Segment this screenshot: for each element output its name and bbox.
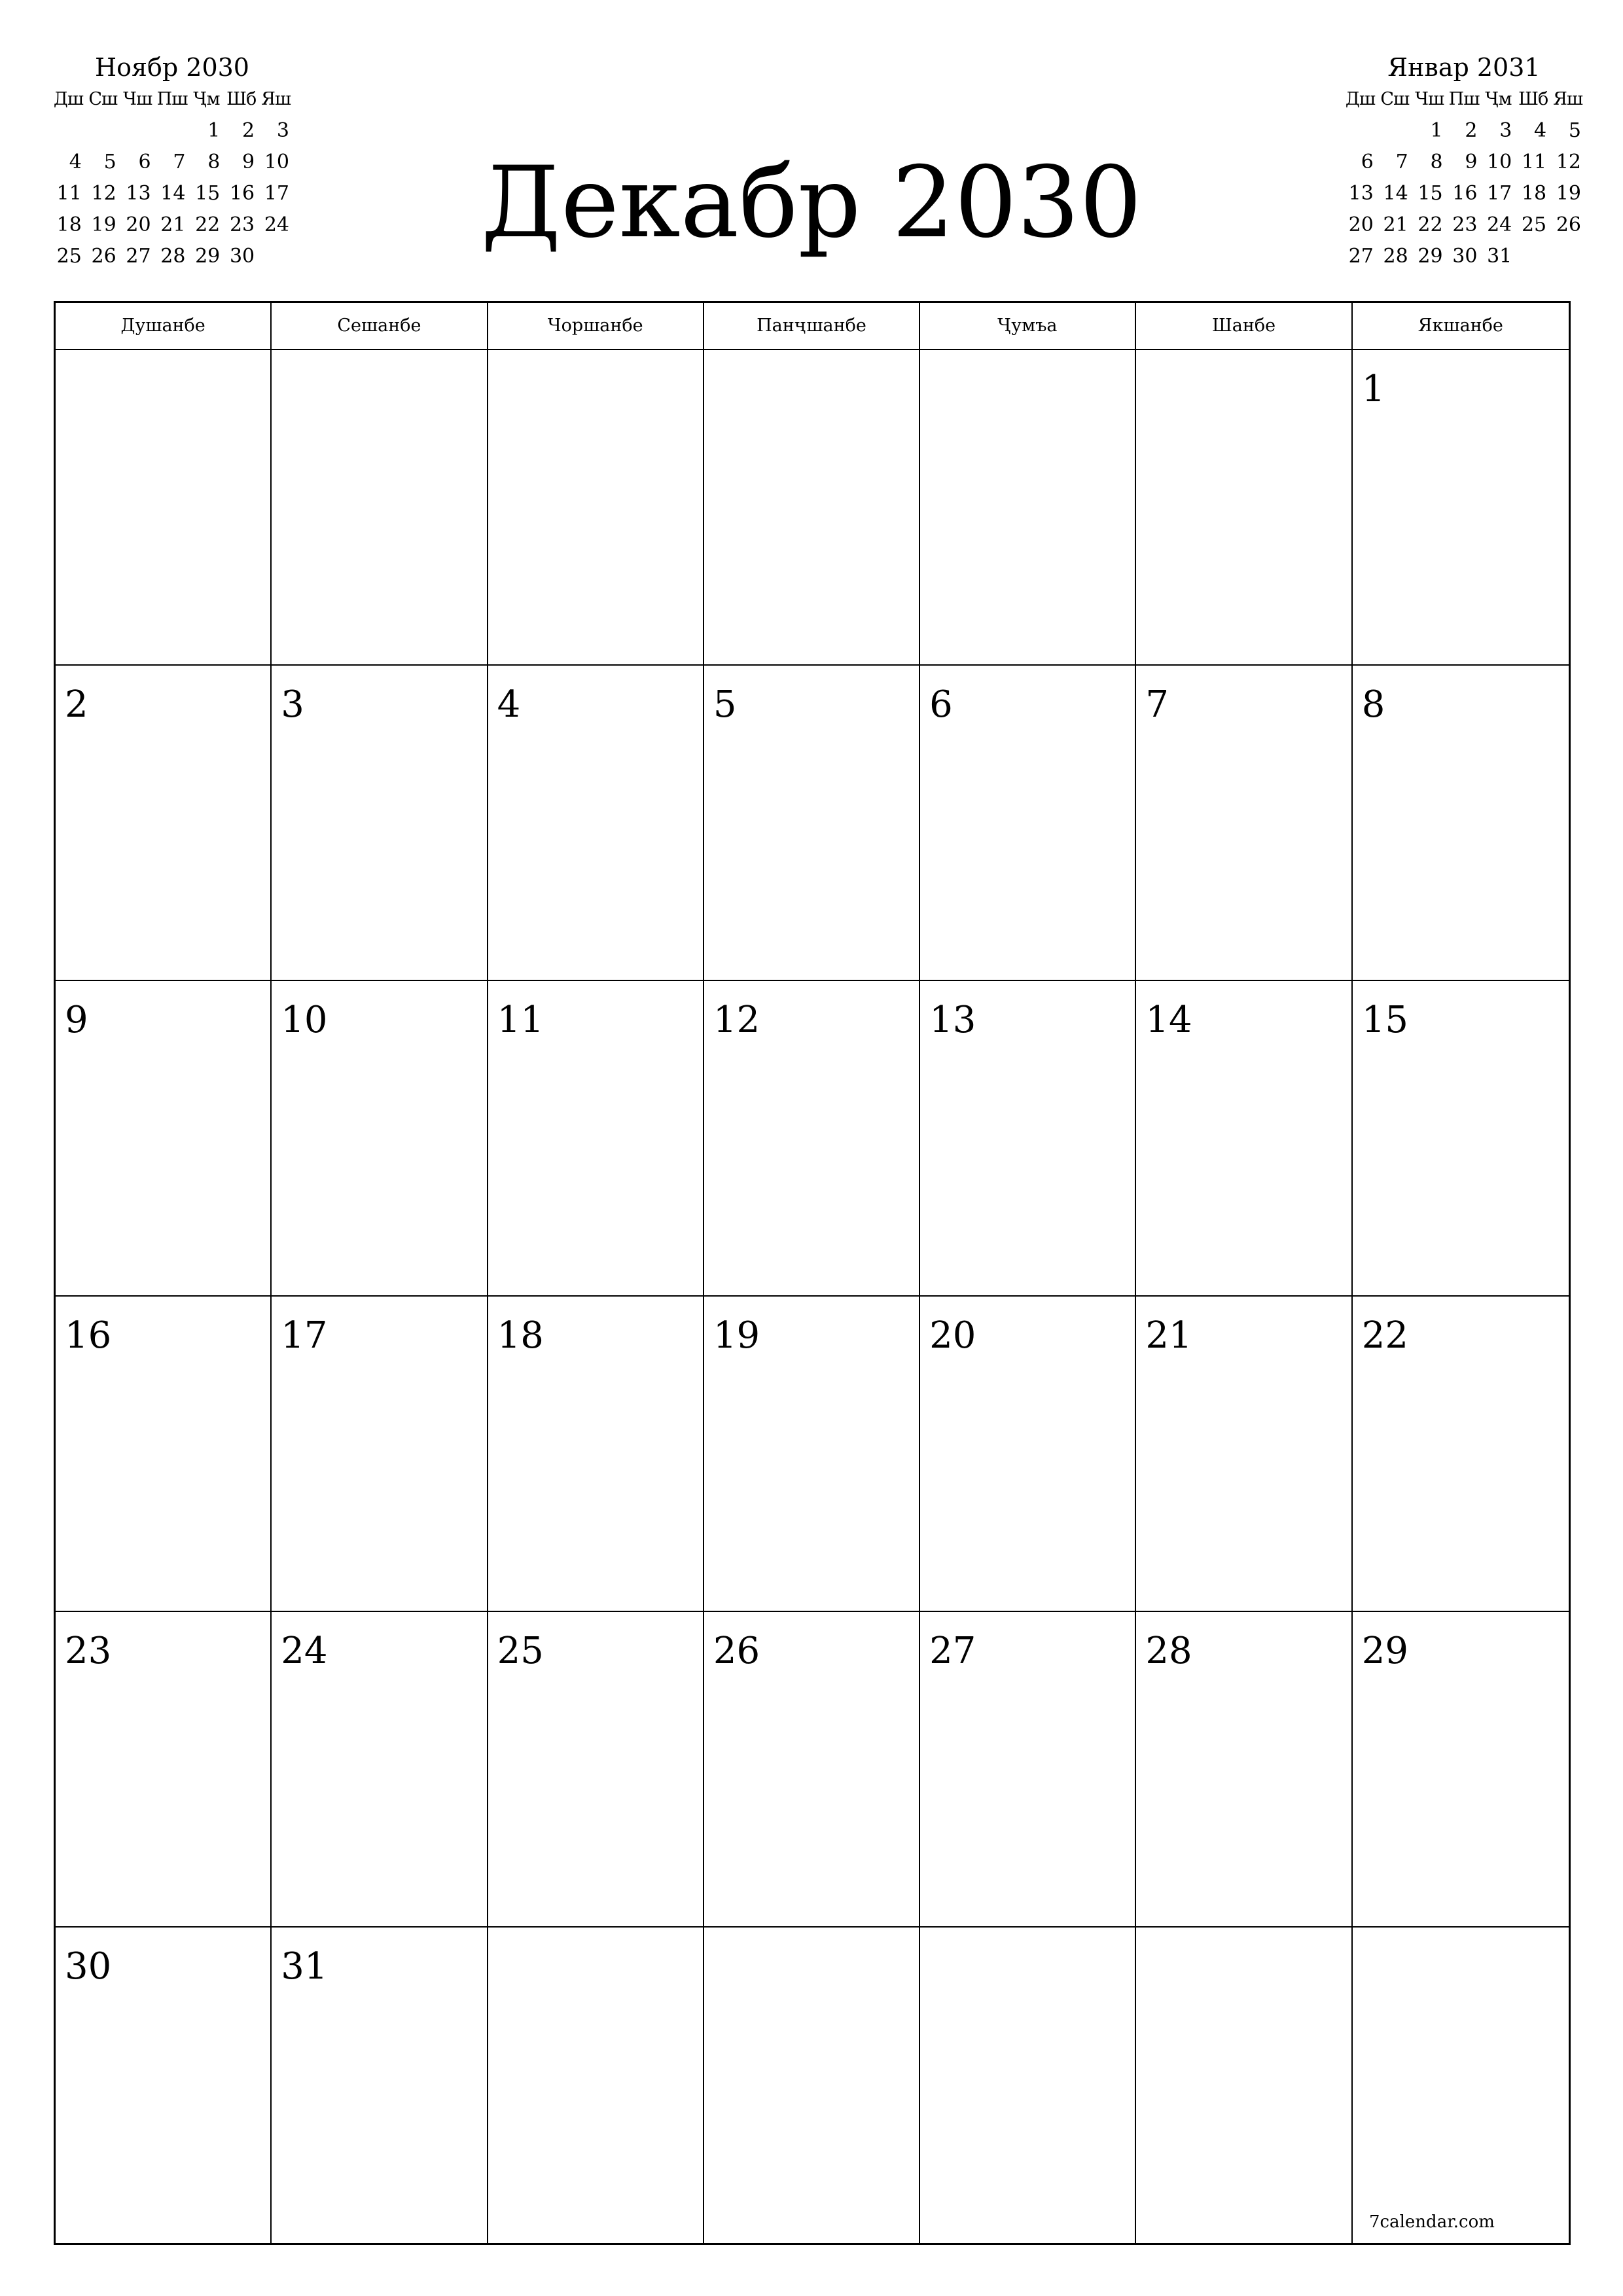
mini-next-day: 1 <box>1430 119 1443 142</box>
mini-prev-day: 9 <box>242 151 255 173</box>
mini-prev-day: 28 <box>160 245 186 268</box>
mini-prev-day: 23 <box>229 213 255 236</box>
day-number: 1 <box>1361 368 1385 410</box>
mini-next-day: 24 <box>1487 213 1512 236</box>
day-number: 21 <box>1145 1314 1192 1357</box>
mini-prev-day <box>155 115 190 147</box>
day-cell <box>56 1297 272 1612</box>
mini-prev-day <box>86 115 120 147</box>
day-number: 6 <box>929 683 953 726</box>
day-number: 25 <box>497 1630 544 1672</box>
day-cell <box>1136 666 1352 981</box>
mini-next-day: 25 <box>1521 213 1547 236</box>
day-number: 11 <box>497 999 544 1041</box>
mini-prev-day: 24 <box>264 213 289 236</box>
day-cell <box>1136 1297 1352 1612</box>
mini-next-day: 27 <box>1348 245 1374 268</box>
mini-prev-day <box>120 115 155 147</box>
day-cell <box>704 1297 920 1612</box>
day-cell <box>272 981 488 1297</box>
mini-prev-day: 3 <box>276 119 289 142</box>
weekday-header: Душанбе <box>56 303 272 349</box>
mini-prev-day: 16 <box>229 182 255 205</box>
day-cell <box>704 666 920 981</box>
mini-prev-day <box>259 241 293 272</box>
day-cell <box>272 1612 488 1928</box>
day-cell <box>56 350 272 666</box>
mini-prev-day: 25 <box>56 245 82 268</box>
mini-next-day: 23 <box>1452 213 1478 236</box>
mini-next-day: 2 <box>1465 119 1478 142</box>
day-number: 2 <box>65 683 88 726</box>
day-cell <box>56 1928 272 2243</box>
day-cell <box>1136 1612 1352 1928</box>
mini-next-day: 18 <box>1521 182 1547 205</box>
day-cell <box>56 981 272 1297</box>
day-cell <box>272 1297 488 1612</box>
mini-prev-day: 26 <box>91 245 116 268</box>
mini-prev-weekday: Шб <box>226 89 257 109</box>
mini-prev-day: 29 <box>195 245 221 268</box>
mini-prev-weekday: Дш <box>53 89 83 109</box>
day-cell <box>488 1928 704 2243</box>
mini-next-weekday: Ҷм <box>1486 89 1512 109</box>
day-cell <box>1353 1928 1569 2243</box>
mini-prev-day: 27 <box>126 245 151 268</box>
day-number: 23 <box>65 1630 112 1672</box>
day-number: 10 <box>281 999 328 1041</box>
page-title: Декабр 2030 <box>481 146 1142 260</box>
day-cell <box>272 1928 488 2243</box>
weekday-header: Ҷумъа <box>920 303 1136 349</box>
mini-next-day: 22 <box>1418 213 1443 236</box>
weekday-header: Чоршанбе <box>488 303 704 349</box>
day-cell <box>1136 350 1352 666</box>
day-cell <box>488 350 704 666</box>
mini-prev-day: 8 <box>207 151 221 173</box>
mini-calendar-prev <box>51 51 293 272</box>
day-cell <box>920 1297 1136 1612</box>
mini-prev-day: 18 <box>56 213 82 236</box>
day-cell <box>920 350 1136 666</box>
mini-next-day: 20 <box>1348 213 1374 236</box>
mini-next-day: 26 <box>1556 213 1581 236</box>
mini-next-day: 9 <box>1465 151 1478 173</box>
mini-next-day <box>1343 115 1378 147</box>
mini-prev-day: 22 <box>195 213 221 236</box>
day-cell <box>56 1612 272 1928</box>
mini-next-day: 17 <box>1487 182 1512 205</box>
mini-next-day: 6 <box>1361 151 1374 173</box>
mini-next-day <box>1516 241 1550 272</box>
mini-prev-day: 30 <box>229 245 255 268</box>
day-number: 7 <box>1145 683 1169 726</box>
mini-prev-day: 21 <box>160 213 186 236</box>
mini-next-weekday: Пш <box>1448 89 1480 109</box>
day-cell <box>704 981 920 1297</box>
mini-prev-day: 20 <box>126 213 151 236</box>
mini-prev-day <box>51 115 86 147</box>
day-number: 18 <box>497 1314 544 1357</box>
mini-next-day: 8 <box>1430 151 1443 173</box>
day-cell <box>920 1612 1136 1928</box>
day-number: 29 <box>1361 1630 1408 1672</box>
day-number: 4 <box>497 683 521 726</box>
mini-next-weekday: Дш <box>1345 89 1375 109</box>
day-cell <box>1353 1297 1569 1612</box>
mini-next-weekday: Чш <box>1415 89 1444 109</box>
mini-calendar-next-grid <box>1343 84 1585 272</box>
mini-next-day: 15 <box>1418 182 1443 205</box>
mini-next-day: 31 <box>1487 245 1512 268</box>
weekday-header: Сешанбе <box>272 303 488 349</box>
mini-prev-day: 17 <box>264 182 289 205</box>
weekday-header-row <box>56 303 1569 350</box>
day-number: 16 <box>65 1314 112 1357</box>
mini-prev-day: 6 <box>138 151 151 173</box>
day-cell <box>920 981 1136 1297</box>
day-cell <box>488 1297 704 1612</box>
mini-next-day: 4 <box>1534 119 1547 142</box>
mini-next-day: 19 <box>1556 182 1581 205</box>
day-number: 22 <box>1361 1314 1408 1357</box>
mini-next-day: 5 <box>1568 119 1581 142</box>
day-number: 15 <box>1361 999 1408 1041</box>
mini-prev-day: 13 <box>126 182 151 205</box>
day-cell <box>1353 1612 1569 1928</box>
mini-prev-day: 1 <box>207 119 221 142</box>
mini-prev-day: 14 <box>160 182 186 205</box>
mini-next-day: 21 <box>1383 213 1408 236</box>
day-cell <box>1353 350 1569 666</box>
day-number: 28 <box>1145 1630 1192 1672</box>
day-cell <box>920 1928 1136 2243</box>
mini-next-day: 3 <box>1499 119 1512 142</box>
mini-prev-weekday: Ҷм <box>194 89 220 109</box>
mini-next-weekday: Яш <box>1553 89 1583 109</box>
day-cell <box>920 666 1136 981</box>
mini-next-day: 29 <box>1418 245 1443 268</box>
day-cell <box>272 666 488 981</box>
day-number: 13 <box>929 999 976 1041</box>
mini-calendar-prev-grid <box>51 84 293 272</box>
day-cell <box>1353 981 1569 1297</box>
mini-next-day: 28 <box>1383 245 1408 268</box>
day-number: 8 <box>1361 683 1385 726</box>
mini-calendar-next <box>1343 51 1585 272</box>
mini-prev-day: 19 <box>91 213 116 236</box>
mini-prev-day: 12 <box>91 182 116 205</box>
mini-prev-weekday: Чш <box>123 89 152 109</box>
mini-prev-day: 7 <box>173 151 186 173</box>
mini-prev-day: 2 <box>242 119 255 142</box>
mini-prev-day: 4 <box>69 151 82 173</box>
mini-prev-day: 10 <box>264 151 289 173</box>
day-cell <box>1353 666 1569 981</box>
month-calendar-grid <box>54 301 1571 2245</box>
weekday-header: Шанбе <box>1136 303 1352 349</box>
day-number: 5 <box>713 683 737 726</box>
site-credit: 7calendar.com <box>1369 2212 1495 2232</box>
day-cell <box>1136 981 1352 1297</box>
mini-prev-day: 5 <box>103 151 116 173</box>
mini-calendar-prev-title: Ноябр 2030 <box>95 53 249 82</box>
day-number: 9 <box>65 999 88 1041</box>
calendar-body <box>56 350 1569 2243</box>
day-number: 12 <box>713 999 760 1041</box>
weekday-header: Панҷшанбе <box>704 303 920 349</box>
day-cell <box>704 350 920 666</box>
mini-next-day: 14 <box>1383 182 1408 205</box>
mini-prev-weekday: Яш <box>261 89 291 109</box>
day-number: 3 <box>281 683 304 726</box>
day-cell <box>488 666 704 981</box>
mini-next-day: 11 <box>1521 151 1547 173</box>
day-number: 31 <box>281 1945 328 1988</box>
day-cell <box>488 981 704 1297</box>
day-cell <box>704 1928 920 2243</box>
mini-next-day <box>1550 241 1585 272</box>
mini-next-day: 12 <box>1556 151 1581 173</box>
mini-next-weekday: Сш <box>1380 89 1410 109</box>
day-cell <box>488 1612 704 1928</box>
mini-next-day <box>1378 115 1412 147</box>
mini-next-day: 30 <box>1452 245 1478 268</box>
day-cell <box>704 1612 920 1928</box>
mini-prev-day: 11 <box>56 182 82 205</box>
mini-prev-weekday: Сш <box>88 89 118 109</box>
mini-next-weekday: Шб <box>1518 89 1548 109</box>
mini-next-day: 16 <box>1452 182 1478 205</box>
day-number: 30 <box>65 1945 112 1988</box>
day-number: 27 <box>929 1630 976 1672</box>
day-number: 17 <box>281 1314 328 1357</box>
day-cell <box>1136 1928 1352 2243</box>
mini-next-day: 10 <box>1487 151 1512 173</box>
mini-calendar-next-title: Январ 2031 <box>1387 53 1541 82</box>
day-number: 20 <box>929 1314 976 1357</box>
day-number: 26 <box>713 1630 760 1672</box>
weekday-header: Якшанбе <box>1418 315 1503 336</box>
day-number: 24 <box>281 1630 328 1672</box>
day-cell <box>56 666 272 981</box>
mini-prev-weekday: Пш <box>156 89 188 109</box>
day-cell <box>272 350 488 666</box>
day-number: 19 <box>713 1314 760 1357</box>
mini-prev-day: 15 <box>195 182 221 205</box>
mini-next-day: 7 <box>1395 151 1408 173</box>
mini-next-day: 13 <box>1348 182 1374 205</box>
day-number: 14 <box>1145 999 1192 1041</box>
